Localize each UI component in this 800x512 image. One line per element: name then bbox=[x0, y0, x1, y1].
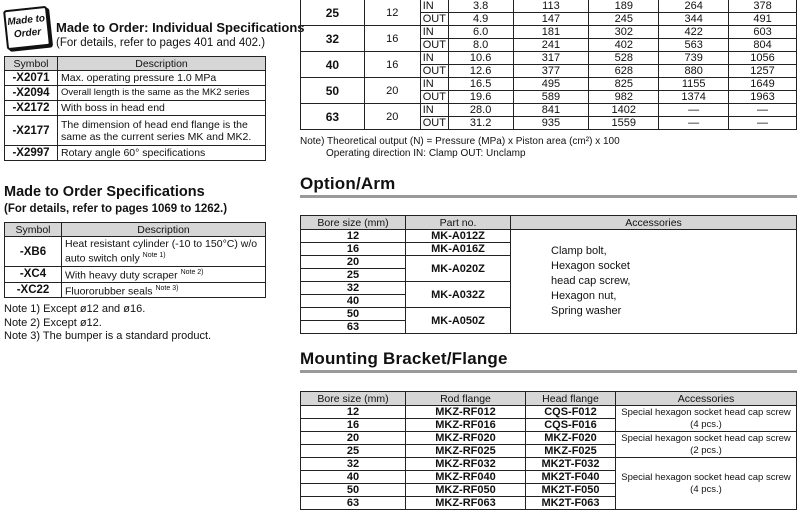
value-cell: 377 bbox=[513, 65, 589, 78]
mounting-table bbox=[300, 391, 797, 510]
bore-cell: 50 bbox=[301, 78, 365, 104]
value-cell: 528 bbox=[589, 52, 659, 65]
value-cell: 4.9 bbox=[448, 13, 513, 26]
bore-cell: 40 bbox=[301, 52, 365, 78]
value-cell: 189 bbox=[589, 0, 659, 13]
description-header: Description bbox=[58, 57, 266, 71]
accessory-line: (2 pcs.) bbox=[690, 444, 722, 456]
value-cell: 603 bbox=[729, 26, 797, 39]
bore-cell: 16 bbox=[301, 243, 406, 256]
symbol-header: Symbol bbox=[5, 223, 62, 237]
accessory-line: Special hexagon socket head cap screw bbox=[621, 471, 791, 483]
symbol-cell: -X2071 bbox=[5, 71, 58, 86]
bore-cell: 20 bbox=[301, 432, 406, 445]
head-flange-cell: MK2T-F050 bbox=[526, 484, 616, 497]
value-cell: 491 bbox=[729, 13, 797, 26]
accessories-cell bbox=[616, 458, 797, 510]
value-cell: 302 bbox=[589, 26, 659, 39]
head-flange-cell: MK2T-F040 bbox=[526, 471, 616, 484]
description-cell: Max. operating pressure 1.0 MPa bbox=[58, 71, 266, 86]
description-cell bbox=[62, 267, 266, 283]
value-cell: 1056 bbox=[729, 52, 797, 65]
head-flange-cell: MKZ-F025 bbox=[526, 445, 616, 458]
description-text: Fluororubber seals bbox=[65, 285, 153, 297]
mto-subtitle: (For details, refer to pages 1069 to 1262.) bbox=[4, 203, 228, 215]
description-text: Heat resistant cylinder (-10 to 150°C) w/o auto switch only bbox=[65, 238, 258, 265]
option-arm-table bbox=[300, 215, 797, 334]
value-cell: — bbox=[729, 104, 797, 117]
direction-cell: IN bbox=[420, 78, 448, 91]
value-cell: 10.6 bbox=[448, 52, 513, 65]
head-flange-cell: MKZ-F020 bbox=[526, 432, 616, 445]
bore-cell: 32 bbox=[301, 458, 406, 471]
description-cell: Rotary angle 60° specifications bbox=[58, 146, 266, 161]
accessory-line: (4 pcs.) bbox=[690, 483, 722, 495]
description-cell: The dimension of head end flange is the same as the current series MK and MK2. bbox=[58, 116, 266, 146]
individual-subtitle: (For details, refer to pages 401 and 402.) bbox=[56, 37, 266, 49]
part-cell: MK-A020Z bbox=[406, 256, 511, 282]
description-cell bbox=[62, 237, 266, 267]
value-cell: 935 bbox=[513, 117, 589, 130]
bore-cell: 50 bbox=[301, 484, 406, 497]
part-cell: MK-A016Z bbox=[406, 243, 511, 256]
accessories-cell bbox=[616, 432, 797, 458]
bore-size-header: Bore size (mm) bbox=[301, 392, 406, 406]
head-flange-cell: CQS-F016 bbox=[526, 419, 616, 432]
bore-cell: 50 bbox=[301, 308, 406, 321]
value-cell: 495 bbox=[513, 78, 589, 91]
direction-cell: IN bbox=[420, 104, 448, 117]
note-1: Note 1) Except ø12 and ø16. bbox=[4, 303, 146, 315]
direction-cell: OUT bbox=[420, 91, 448, 104]
bore-cell: 12 bbox=[301, 230, 406, 243]
value-cell: 982 bbox=[589, 91, 659, 104]
value-cell: 825 bbox=[589, 78, 659, 91]
head-flange-cell: MK2T-F032 bbox=[526, 458, 616, 471]
table-row bbox=[301, 0, 797, 13]
table-row bbox=[301, 52, 797, 65]
value-cell: 245 bbox=[589, 13, 659, 26]
value-cell: 1649 bbox=[729, 78, 797, 91]
direction-cell: OUT bbox=[420, 39, 448, 52]
rod-flange-cell: MKZ-RF040 bbox=[406, 471, 526, 484]
accessory-line: Spring washer bbox=[551, 305, 622, 317]
value-cell: 31.2 bbox=[448, 117, 513, 130]
value-cell: 1559 bbox=[589, 117, 659, 130]
accessory-line: Hexagon nut, bbox=[551, 290, 617, 302]
value-cell: 344 bbox=[659, 13, 729, 26]
value-cell: 113 bbox=[513, 0, 589, 13]
bore-cell: 25 bbox=[301, 445, 406, 458]
accessories-cell bbox=[511, 230, 797, 334]
head-flange-cell: MK2T-F063 bbox=[526, 497, 616, 510]
bore-size-header: Bore size (mm) bbox=[301, 216, 406, 230]
description-cell: Overall length is the same as the MK2 series bbox=[58, 86, 266, 101]
output-note-direction: Operating direction IN: Clamp OUT: Unclamp bbox=[326, 148, 526, 159]
value-cell: 1963 bbox=[729, 91, 797, 104]
value-cell: — bbox=[659, 117, 729, 130]
value-cell: 8.0 bbox=[448, 39, 513, 52]
individual-title: Made to Order: Individual Specifications bbox=[56, 20, 305, 35]
accessory-line: Special hexagon socket head cap screw bbox=[621, 432, 791, 444]
mounting-rule bbox=[300, 370, 797, 373]
direction-cell: OUT bbox=[420, 13, 448, 26]
rod-flange-cell: MKZ-RF063 bbox=[406, 497, 526, 510]
made-to-order-badge bbox=[3, 6, 51, 50]
value-cell: — bbox=[659, 104, 729, 117]
rod-cell: 12 bbox=[364, 0, 420, 26]
value-cell: 628 bbox=[589, 65, 659, 78]
accessories-header: Accessories bbox=[616, 392, 797, 406]
value-cell: 880 bbox=[659, 65, 729, 78]
direction-cell: OUT bbox=[420, 65, 448, 78]
value-cell: 1155 bbox=[659, 78, 729, 91]
symbol-cell: -XB6 bbox=[5, 237, 62, 267]
note-ref: Note 2) bbox=[180, 269, 204, 276]
accessory-line: Hexagon socket bbox=[551, 260, 630, 272]
option-arm-title: Option/Arm bbox=[300, 174, 396, 193]
value-cell: 739 bbox=[659, 52, 729, 65]
symbol-cell: -X2177 bbox=[5, 116, 58, 146]
value-cell: 841 bbox=[513, 104, 589, 117]
table-row bbox=[301, 104, 797, 117]
description-cell: With boss in head end bbox=[58, 101, 266, 116]
bore-cell: 40 bbox=[301, 471, 406, 484]
value-cell: 1374 bbox=[659, 91, 729, 104]
value-cell: 589 bbox=[513, 91, 589, 104]
table-row bbox=[301, 78, 797, 91]
rod-flange-header: Rod flange bbox=[406, 392, 526, 406]
bore-cell: 63 bbox=[301, 321, 406, 334]
badge-line-1: Made to bbox=[6, 13, 46, 28]
value-cell: 241 bbox=[513, 39, 589, 52]
individual-spec-table bbox=[4, 56, 266, 161]
value-cell: 563 bbox=[659, 39, 729, 52]
accessory-line: Clamp bolt, bbox=[551, 245, 607, 257]
rod-flange-cell: MKZ-RF032 bbox=[406, 458, 526, 471]
rod-flange-cell: MKZ-RF012 bbox=[406, 406, 526, 419]
note-ref: Note 3) bbox=[155, 284, 179, 292]
direction-cell: IN bbox=[420, 0, 448, 13]
value-cell: 16.5 bbox=[448, 78, 513, 91]
accessory-line: (4 pcs.) bbox=[690, 418, 722, 430]
note-2: Note 2) Except ø12. bbox=[4, 316, 102, 329]
output-note bbox=[300, 136, 620, 160]
mto-title: Made to Order Specifications bbox=[4, 184, 205, 200]
part-cell: MK-A032Z bbox=[406, 282, 511, 308]
bore-cell: 40 bbox=[301, 295, 406, 308]
mounting-title: Mounting Bracket/Flange bbox=[300, 349, 508, 368]
symbol-cell: -XC4 bbox=[5, 267, 62, 283]
value-cell: 3.8 bbox=[448, 0, 513, 13]
symbol-cell: -X2094 bbox=[5, 86, 58, 101]
part-cell: MK-A012Z bbox=[406, 230, 511, 243]
value-cell: 422 bbox=[659, 26, 729, 39]
bore-cell: 25 bbox=[301, 269, 406, 282]
accessory-line: head cap screw, bbox=[551, 275, 631, 287]
head-flange-cell: CQS-F012 bbox=[526, 406, 616, 419]
part-no-header: Part no. bbox=[406, 216, 511, 230]
bore-cell: 16 bbox=[301, 419, 406, 432]
symbol-cell: -X2172 bbox=[5, 101, 58, 116]
rod-cell: 16 bbox=[364, 26, 420, 52]
value-cell: 402 bbox=[589, 39, 659, 52]
bore-cell: 25 bbox=[301, 0, 365, 26]
mto-spec-table bbox=[4, 222, 266, 298]
value-cell: 1257 bbox=[729, 65, 797, 78]
direction-cell: OUT bbox=[420, 117, 448, 130]
value-cell: 181 bbox=[513, 26, 589, 39]
value-cell: 804 bbox=[729, 39, 797, 52]
bore-cell: 32 bbox=[301, 282, 406, 295]
rod-flange-cell: MKZ-RF050 bbox=[406, 484, 526, 497]
mto-notes bbox=[4, 303, 211, 344]
bore-cell: 63 bbox=[301, 497, 406, 510]
value-cell: 147 bbox=[513, 13, 589, 26]
bore-cell: 12 bbox=[301, 406, 406, 419]
value-cell: 264 bbox=[659, 0, 729, 13]
symbol-cell: -X2997 bbox=[5, 146, 58, 161]
head-flange-header: Head flange bbox=[526, 392, 616, 406]
accessories-cell bbox=[616, 406, 797, 432]
table-row bbox=[301, 26, 797, 39]
rod-cell: 20 bbox=[364, 104, 420, 130]
description-text: With heavy duty scraper bbox=[65, 269, 178, 282]
part-cell: MK-A050Z bbox=[406, 308, 511, 334]
accessory-line: Special hexagon socket head cap screw bbox=[621, 406, 791, 418]
value-cell: — bbox=[729, 117, 797, 130]
bore-cell: 20 bbox=[301, 256, 406, 269]
symbol-header: Symbol bbox=[5, 57, 58, 71]
value-cell: 19.6 bbox=[448, 91, 513, 104]
direction-cell: IN bbox=[420, 26, 448, 39]
note-3: Note 3) The bumper is a standard product. bbox=[4, 330, 212, 342]
value-cell: 6.0 bbox=[448, 26, 513, 39]
value-cell: 378 bbox=[729, 0, 797, 13]
bore-cell: 32 bbox=[301, 26, 365, 52]
output-note-formula: Note) Theoretical output (N) = Pressure (MPa) x Piston area (cm²) x 100 bbox=[300, 136, 620, 147]
direction-cell: IN bbox=[420, 52, 448, 65]
description-header: Description bbox=[62, 223, 266, 237]
bore-cell: 63 bbox=[301, 104, 365, 130]
description-cell bbox=[62, 282, 266, 298]
rod-cell: 16 bbox=[364, 52, 420, 78]
rod-cell: 20 bbox=[364, 78, 420, 104]
rod-flange-cell: MKZ-RF016 bbox=[406, 419, 526, 432]
accessories-header: Accessories bbox=[511, 216, 797, 230]
symbol-cell: -XC22 bbox=[5, 282, 62, 298]
badge-line-2: Order bbox=[13, 26, 42, 41]
rod-flange-cell: MKZ-RF020 bbox=[406, 432, 526, 445]
option-arm-rule bbox=[300, 195, 797, 198]
value-cell: 317 bbox=[513, 52, 589, 65]
theoretical-output-table bbox=[300, 0, 797, 130]
value-cell: 28.0 bbox=[448, 104, 513, 117]
rod-flange-cell: MKZ-RF025 bbox=[406, 445, 526, 458]
value-cell: 1402 bbox=[589, 104, 659, 117]
note-ref: Note 1) bbox=[142, 252, 166, 260]
value-cell: 12.6 bbox=[448, 65, 513, 78]
